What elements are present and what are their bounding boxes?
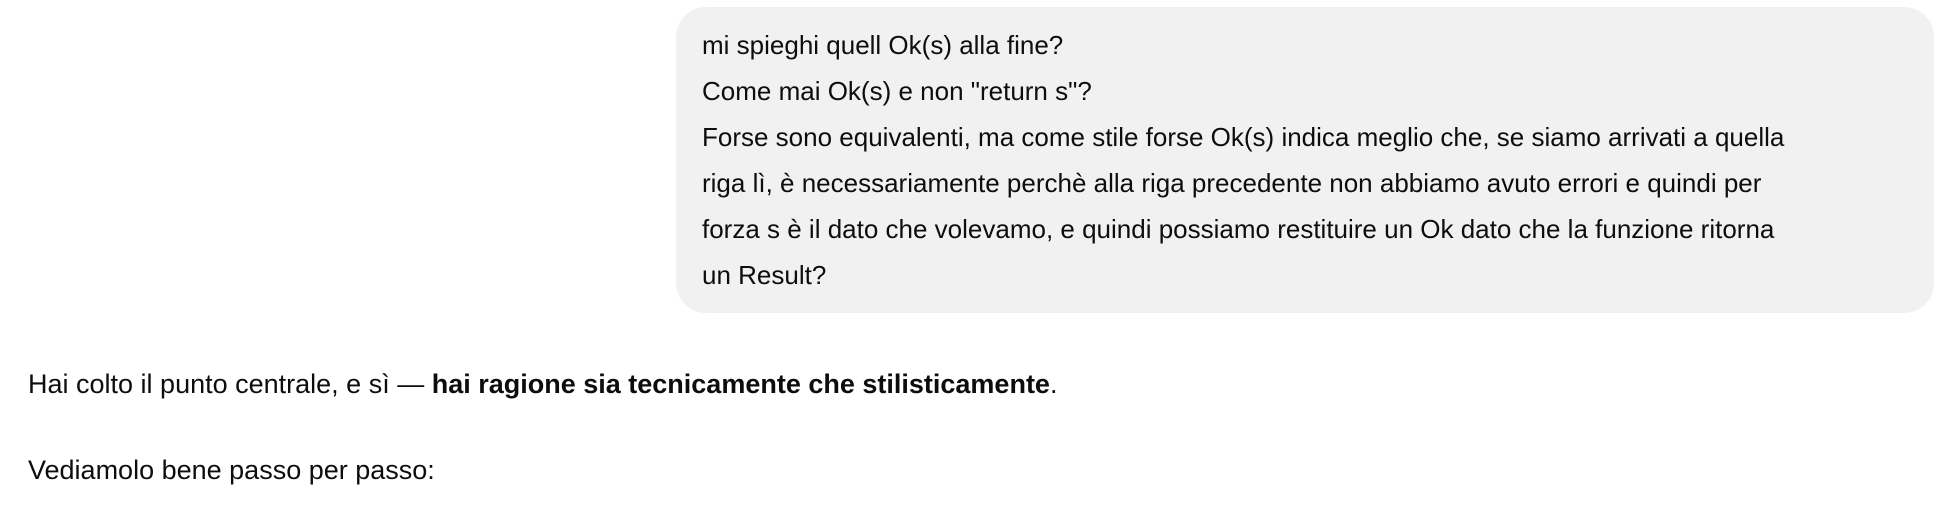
- user-message-line: mi spieghi quell Ok(s) alla fine?: [702, 30, 1064, 60]
- user-message-line: forza s è il dato che volevamo, e quindi possiamo restituire un Ok dato che la funzione ritorna: [702, 214, 1775, 244]
- user-message-line: Come mai Ok(s) e non "return s"?: [702, 76, 1092, 106]
- assistant-paragraph-intro: [28, 362, 1928, 406]
- assistant-message: [28, 362, 1928, 492]
- assistant-intro-bold: hai ragione sia tecnicamente che stilisticamente: [431, 369, 1050, 399]
- assistant-paragraph-steps: Vediamolo bene passo per passo:: [28, 455, 435, 485]
- user-message-line: riga lì, è necessariamente perchè alla riga precedente non abbiamo avuto errori e quindi per: [702, 168, 1762, 198]
- user-message-line: Forse sono equivalenti, ma come stile forse Ok(s) indica meglio che, se siamo arrivati a quella: [702, 122, 1785, 152]
- assistant-intro-text: Hai colto il punto centrale, e sì —: [28, 369, 432, 399]
- user-message-bubble: [676, 7, 1934, 313]
- user-message-line: un Result?: [702, 260, 827, 290]
- assistant-intro-end: .: [1049, 369, 1058, 399]
- user-message-row: [676, 7, 1934, 313]
